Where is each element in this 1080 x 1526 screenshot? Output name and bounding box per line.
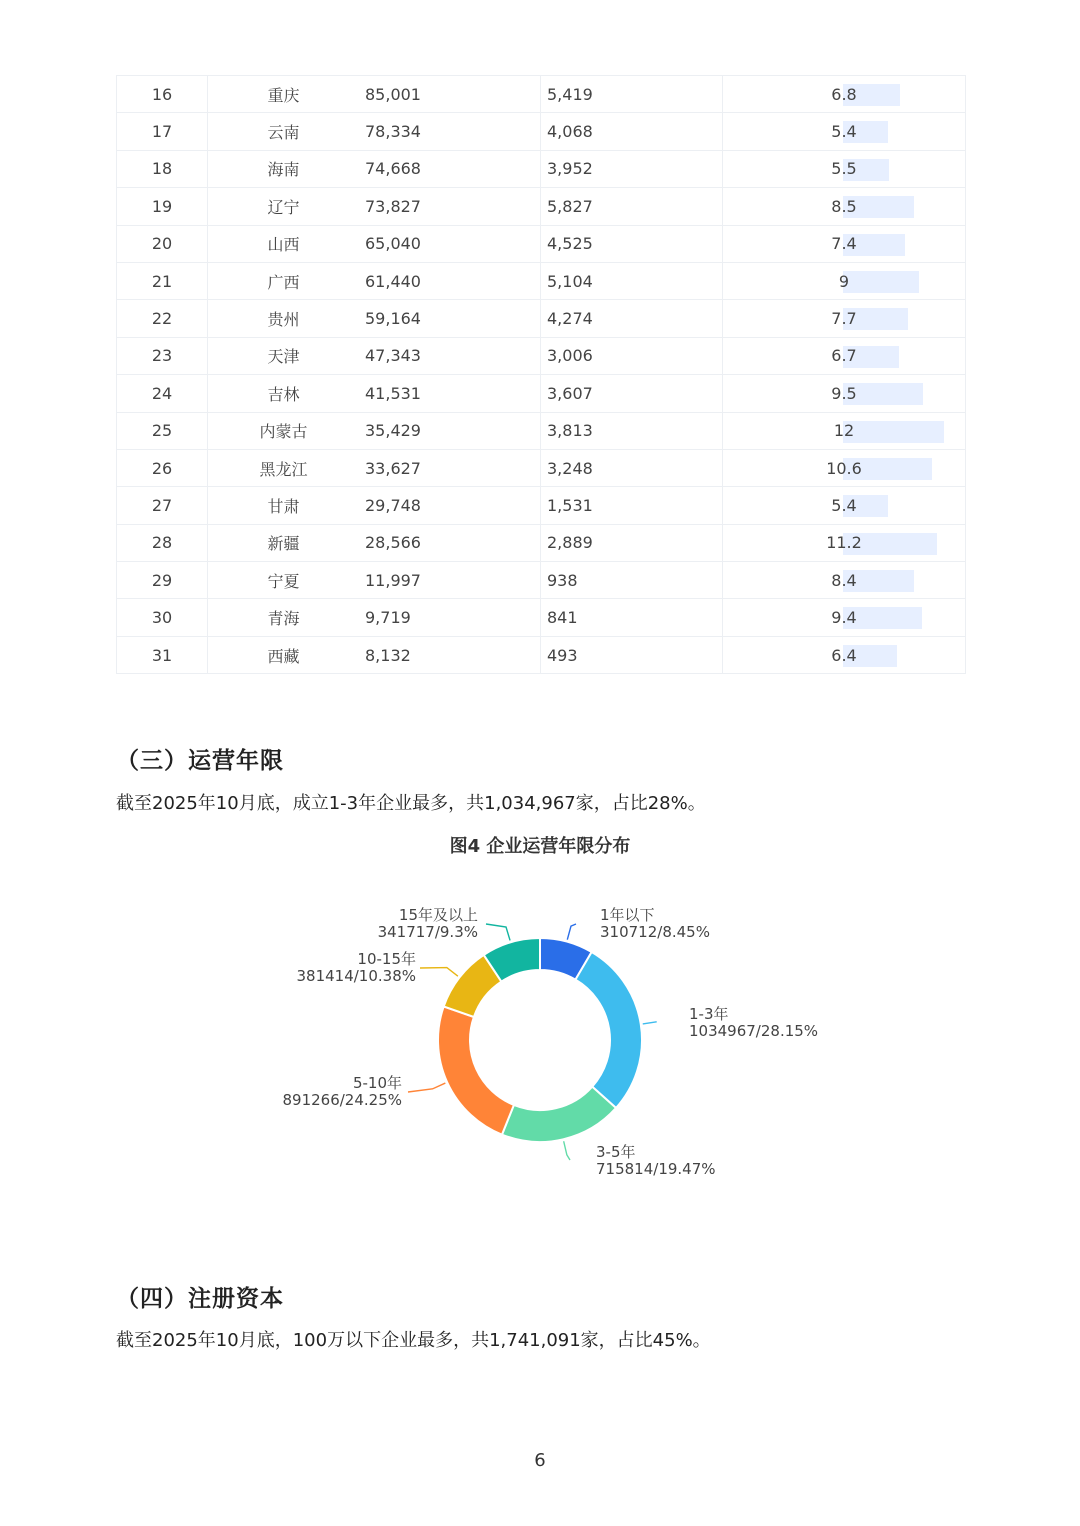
table-row — [117, 338, 965, 375]
leader-line — [420, 968, 458, 977]
pct-cell — [723, 188, 965, 224]
leader-line — [408, 1083, 445, 1092]
table-row — [117, 450, 965, 487]
province-cell: 云南 — [267, 123, 300, 143]
value1-cell: 74,668 — [359, 151, 541, 187]
table-row — [117, 525, 965, 562]
slice-value-label: 381414/10.38% — [296, 967, 416, 985]
pct-value: 11.2 — [826, 533, 862, 553]
value2-cell: 3,952 — [541, 151, 723, 187]
value2-cell: 5,419 — [541, 76, 723, 112]
value2-cell: 1,531 — [541, 487, 723, 523]
pct-value: 8.4 — [831, 570, 857, 590]
value1-cell: 8,132 — [359, 637, 541, 673]
value2-cell: 938 — [541, 562, 723, 598]
province-cell: 新疆 — [267, 534, 300, 554]
table-row — [117, 226, 965, 263]
pct-cell — [723, 375, 965, 411]
pct-cell — [723, 413, 965, 449]
slice-value-label: 310712/8.45% — [600, 923, 710, 941]
slice-name-label: 1年以下 — [600, 906, 655, 924]
leader-line — [643, 1022, 657, 1024]
value1-cell: 47,343 — [359, 338, 541, 374]
value1-cell: 61,440 — [359, 263, 541, 299]
value1-cell: 41,531 — [359, 375, 541, 411]
pct-cell — [723, 151, 965, 187]
value1-cell: 9,719 — [359, 599, 541, 635]
value1-cell: 78,334 — [359, 113, 541, 149]
table-row — [117, 599, 965, 636]
table-body — [117, 76, 965, 674]
table-row — [117, 151, 965, 188]
province-cell: 西藏 — [267, 646, 300, 666]
table-row — [117, 637, 965, 674]
leader-line — [564, 1141, 570, 1160]
value2-cell: 3,248 — [541, 450, 723, 486]
donut-slice — [502, 1087, 616, 1142]
rank-cell: 16 — [117, 76, 208, 112]
value1-cell: 35,429 — [359, 413, 541, 449]
donut-chart — [0, 880, 1080, 1200]
value2-cell: 5,104 — [541, 263, 723, 299]
value2-cell: 4,274 — [541, 300, 723, 336]
province-cell: 山西 — [267, 235, 300, 255]
pct-value: 8.5 — [831, 196, 857, 216]
rank-cell: 25 — [117, 413, 208, 449]
slice-value-label: 1034967/28.15% — [689, 1022, 819, 1040]
pct-cell — [723, 487, 965, 523]
section-text-registered-capital: 截至2025年10月底，100万以下企业最多，共1,741,091家，占比45%。 — [116, 1330, 711, 1351]
pct-cell — [723, 113, 965, 149]
slice-name-label: 1-3年 — [689, 1005, 729, 1023]
pct-value: 10.6 — [826, 458, 862, 478]
section-title-operating-years: （三）运营年限 — [116, 748, 284, 774]
value2-cell: 841 — [541, 599, 723, 635]
pct-cell — [723, 338, 965, 374]
province-cell: 海南 — [267, 160, 300, 180]
pct-value: 9.4 — [831, 608, 857, 628]
value2-cell: 4,068 — [541, 113, 723, 149]
province-cell: 宁夏 — [267, 571, 300, 591]
section-title-registered-capital: （四）注册资本 — [116, 1286, 284, 1312]
table-row — [117, 76, 965, 113]
value1-cell: 73,827 — [359, 188, 541, 224]
donut-slice — [438, 1006, 514, 1134]
rank-cell: 22 — [117, 300, 208, 336]
value2-cell: 3,006 — [541, 338, 723, 374]
pct-value: 5.5 — [831, 159, 857, 179]
table-row — [117, 413, 965, 450]
pct-cell — [723, 562, 965, 598]
province-cell: 广西 — [267, 272, 300, 292]
pct-cell — [723, 599, 965, 635]
table-row — [117, 263, 965, 300]
pct-cell — [723, 637, 965, 673]
rank-cell: 19 — [117, 188, 208, 224]
page-number: 6 — [534, 1450, 546, 1471]
table-row — [117, 188, 965, 225]
rank-cell: 24 — [117, 375, 208, 411]
province-cell: 甘肃 — [267, 496, 300, 516]
table-row — [117, 487, 965, 524]
rank-cell: 28 — [117, 525, 208, 561]
section-text-operating-years: 截至2025年10月底，成立1-3年企业最多，共1,034,967家，占比28%。 — [116, 793, 706, 814]
province-cell: 吉林 — [267, 384, 300, 404]
table-row — [117, 113, 965, 150]
province-cell: 天津 — [267, 347, 300, 367]
pct-cell — [723, 300, 965, 336]
value2-cell: 5,827 — [541, 188, 723, 224]
slice-value-label: 341717/9.3% — [377, 923, 478, 941]
slice-name-label: 3-5年 — [596, 1143, 636, 1161]
pct-value: 7.4 — [831, 234, 857, 254]
pct-value: 6.4 — [831, 645, 857, 665]
table-row — [117, 300, 965, 337]
value2-cell: 3,813 — [541, 413, 723, 449]
pct-cell — [723, 525, 965, 561]
donut-slice — [575, 952, 642, 1108]
rank-cell: 27 — [117, 487, 208, 523]
pct-value: 9 — [838, 271, 850, 291]
pct-value: 12 — [833, 421, 855, 441]
value2-cell: 4,525 — [541, 226, 723, 262]
pct-cell — [723, 263, 965, 299]
value1-cell: 59,164 — [359, 300, 541, 336]
pct-cell — [723, 76, 965, 112]
leader-line — [486, 924, 510, 940]
province-cell: 贵州 — [267, 310, 300, 330]
province-cell: 内蒙古 — [259, 422, 308, 442]
slice-name-label: 15年及以上 — [398, 906, 478, 924]
rank-cell: 18 — [117, 151, 208, 187]
value2-cell: 3,607 — [541, 375, 723, 411]
leader-line — [567, 924, 576, 940]
rank-cell: 30 — [117, 599, 208, 635]
value1-cell: 11,997 — [359, 562, 541, 598]
slice-value-label: 715814/19.47% — [596, 1160, 716, 1178]
province-cell: 青海 — [267, 609, 300, 629]
value1-cell: 33,627 — [359, 450, 541, 486]
province-cell: 黑龙江 — [259, 459, 308, 479]
province-table — [116, 75, 966, 674]
pct-value: 6.8 — [831, 84, 857, 104]
pct-value: 9.5 — [831, 383, 857, 403]
rank-cell: 21 — [117, 263, 208, 299]
rank-cell: 31 — [117, 637, 208, 673]
value1-cell: 85,001 — [359, 76, 541, 112]
slice-value-label: 891266/24.25% — [282, 1091, 402, 1109]
pct-value: 5.4 — [831, 122, 857, 142]
pct-value: 5.4 — [831, 495, 857, 515]
value1-cell: 65,040 — [359, 226, 541, 262]
chart-title: 图4 企业运营年限分布 — [449, 836, 631, 857]
pct-value: 6.7 — [831, 346, 857, 366]
rank-cell: 23 — [117, 338, 208, 374]
rank-cell: 20 — [117, 226, 208, 262]
rank-cell: 29 — [117, 562, 208, 598]
table-row — [117, 562, 965, 599]
pct-cell — [723, 450, 965, 486]
value2-cell: 493 — [541, 637, 723, 673]
slice-name-label: 5-10年 — [352, 1074, 402, 1092]
slice-name-label: 10-15年 — [357, 950, 416, 968]
table-row — [117, 375, 965, 412]
value2-cell: 2,889 — [541, 525, 723, 561]
value1-cell: 28,566 — [359, 525, 541, 561]
rank-cell: 17 — [117, 113, 208, 149]
province-cell: 重庆 — [267, 85, 300, 105]
rank-cell: 26 — [117, 450, 208, 486]
pct-cell — [723, 226, 965, 262]
value1-cell: 29,748 — [359, 487, 541, 523]
province-cell: 辽宁 — [267, 197, 300, 217]
pct-value: 7.7 — [831, 309, 857, 329]
